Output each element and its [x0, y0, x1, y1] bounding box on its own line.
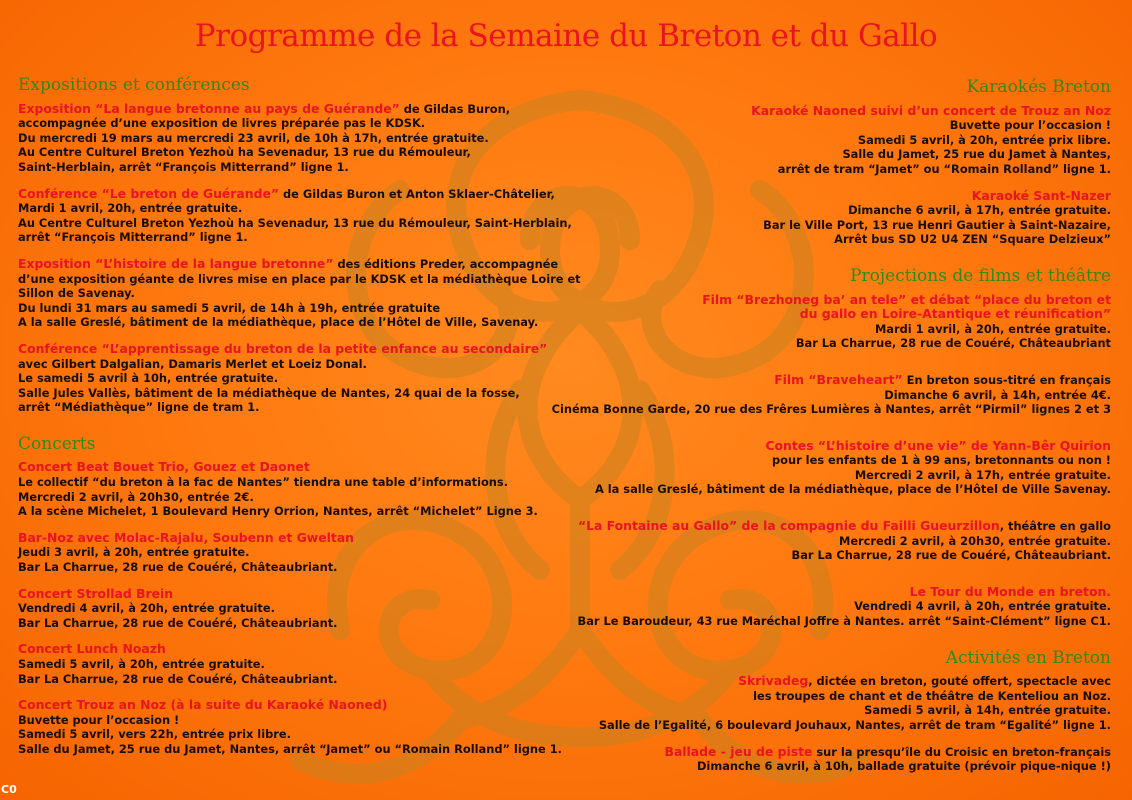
event-title: Le Tour du Monde en breton. [909, 583, 1111, 599]
event-detail: Bar le Ville Port, 13 rue Henri Gautier à Saint-Nazaire, [763, 217, 1111, 232]
event-title: Karaoké Sant-Nazer [971, 187, 1111, 203]
event-detail: Au Centre Culturel Breton Yezhoù ha Sevenadur, 13 rue du Rémouleur, [18, 145, 471, 160]
event-detail: Mardi 1 avril, 20h, entrée gratuite. [18, 201, 243, 216]
event-detail: En breton sous-titré en français [902, 372, 1111, 387]
event-detail: Samedi 5 avril, à 14h, entrée gratuite. [864, 703, 1111, 718]
event-title: Skrivadeg [738, 673, 809, 689]
event-title: Exposition “L’histoire de la langue bretonne” [18, 255, 334, 271]
event-detail: des éditions Preder, accompagnée [333, 256, 559, 271]
event-detail: Du lundi 31 mars au samedi 5 avril, de 14h à 19h, entrée gratuite [18, 300, 441, 315]
event-detail: les troupes de chant et de théâtre de Kenteliou an Noz. [753, 688, 1111, 703]
event-detail: Dimanche 6 avril, à 14h, entrée 4€. [884, 387, 1111, 402]
event-detail: Vendredi 4 avril, à 20h, entrée gratuite. [18, 601, 275, 616]
event-entry [18, 460, 578, 518]
event-detail: Buvette pour l’occasion ! [949, 118, 1111, 133]
event-detail: Buvette pour l’occasion ! [18, 712, 180, 727]
section-heading-films: Projections de films et théâtre [850, 265, 1111, 286]
event-detail: Arrêt bus SD U2 U4 ZEN “Square Delzieux” [834, 232, 1111, 247]
event-detail: Au Centre Culturel Breton Yezhoù ha Sevenadur, 13 rue du Rémouleur, Saint-Herblain, [18, 215, 572, 230]
event-detail: Salle de l’Egalité, 6 boulevard Jouhaux, Nantes, arrêt de tram “Egalité” ligne 1. [598, 718, 1111, 732]
event-title: Concert Trouz an Noz (à la suite du Karaoké Naoned) [18, 697, 388, 713]
event-entry [551, 293, 1111, 351]
event-detail: de Gildas Buron et Anton Sklaer-Châtelier, [279, 186, 555, 201]
event-detail: Mercredi 2 avril, à 17h, entrée gratuite. [854, 467, 1111, 482]
event-detail: arrêt de tram “Jamet” ou “Romain Rolland” ligne 1. [777, 161, 1111, 176]
event-title: Film “Brezhoneg ba’ an tele” et débat “place du breton et [702, 291, 1111, 307]
event-title: Conférence “L’apprentissage du breton de la petite enfance au secondaire” [18, 340, 548, 356]
event-detail: , théâtre en gallo [999, 519, 1111, 534]
event-detail: Bar La Charrue, 28 rue de Couéré, Châteaubriant. [18, 671, 338, 686]
event-entry [18, 531, 578, 575]
event-entry [18, 642, 578, 686]
right-column [551, 77, 1111, 786]
corner-label: C0 [1, 783, 17, 796]
page-title: Programme de la Semaine du Breton et du Gallo [194, 18, 938, 54]
event-detail: Mardi 1 avril, à 20h, entrée gratuite. [874, 321, 1111, 336]
event-entry [18, 187, 578, 245]
event-detail: arrêt “Médiathèque” ligne de tram 1. [18, 400, 260, 415]
event-detail: Jeudi 3 avril, à 20h, entrée gratuite. [18, 545, 250, 560]
event-title: Ballade - jeu de piste [664, 743, 813, 759]
event-title: Concert Beat Bouet Trio, Gouez et Daonet [18, 459, 310, 475]
event-entry [18, 102, 578, 175]
section-heading-karaoke: Karaokés Breton [966, 77, 1111, 97]
event-detail: Bar La Charrue, 28 rue de Couéré, Châteaubriant. [18, 615, 338, 630]
event-title: Conférence “Le breton de Guérande” [18, 185, 280, 201]
event-entry [18, 255, 581, 330]
section-heading-concerts: Concerts [18, 433, 96, 454]
event-detail: arrêt “François Mitterrand” ligne 1. [18, 230, 248, 245]
event-detail: Bar La Charrue, 28 rue de Couéré, Châteaubriant. [791, 548, 1111, 563]
event-detail: Sillon de Savenay. [18, 286, 135, 301]
event-title: Concert Strollad Brein [18, 585, 174, 601]
event-detail: Dimanche 6 avril, à 17h, entrée gratuite. [848, 203, 1111, 218]
event-entry [18, 342, 578, 415]
section-heading-activites: Activités en Breton [945, 647, 1111, 668]
event-entry [18, 587, 578, 631]
event-title: Karaoké Naoned suivi d’un concert de Trouz an Noz [751, 102, 1111, 118]
event-detail: A la salle Greslé, bâtiment de la médiathèque, place de l’Hôtel de Ville, Savenay. [18, 315, 539, 330]
event-detail: accompagnée d’une exposition de livres préparée pas le KDSK. [18, 116, 426, 131]
event-detail: Saint-Herblain, arrêt “François Mitterrand” ligne 1. [18, 159, 349, 174]
event-detail: d’une exposition géante de livres mise en place par le KDSK et la médiathèque Loire et [18, 271, 581, 286]
event-detail: Salle du Jamet, 25 rue du Jamet, Nantes, arrêt “Jamet” ou “Romain Rolland” ligne 1. [18, 741, 562, 756]
event-title: Film “Braveheart” [774, 371, 903, 387]
event-entry [551, 585, 1111, 629]
event-detail: Salle du Jamet, 25 rue du Jamet à Nantes, [842, 147, 1111, 162]
event-detail: Samedi 5 avril, vers 22h, entrée prix libre. [18, 727, 291, 742]
event-entry [551, 439, 1111, 497]
event-detail: Bar Le Baroudeur, 43 rue Maréchal Joffre à Nantes. arrêt “Saint-Clément” ligne C1. [577, 614, 1111, 629]
event-detail: Bar La Charrue, 28 rue de Couéré, Châteaubriant [795, 336, 1111, 351]
event-detail: Le samedi 5 avril à 10h, entrée gratuite. [18, 371, 279, 386]
section-heading-expositions: Expositions et conférences [18, 75, 250, 95]
event-entry [551, 189, 1111, 247]
event-title: du gallo en Loire-Atantique et réunification” [799, 306, 1111, 322]
event-title: Bar-Noz avec Molac-Rajalu, Soubenn et Gweltan [18, 529, 355, 545]
event-detail: Mercredi 2 avril, à 20h30, entrée gratuite. [838, 533, 1111, 548]
event-entry [551, 519, 1111, 563]
event-detail: A la salle Greslé, bâtiment de la médiathèque, place de l’Hôtel de Ville Savenay. [594, 482, 1111, 497]
event-entry [551, 674, 1111, 732]
event-entry [551, 373, 1111, 417]
event-entry [18, 698, 578, 756]
event-detail: Cinéma Bonne Garde, 20 rue des Frêres Lumières à Nantes, arrêt “Pirmil” lignes 2 et 3 [551, 402, 1111, 417]
event-detail: Mercredi 2 avril, à 20h30, entrée 2€. [18, 489, 254, 504]
left-column [18, 75, 581, 769]
event-detail: Samedi 5 avril, à 20h, entrée prix libre. [857, 132, 1111, 147]
event-title: Concert Lunch Noazh [18, 641, 166, 657]
event-detail: Salle Jules Vallès, bâtiment de la médiathèque de Nantes, 24 quai de la fosse, [18, 385, 520, 400]
event-detail: Vendredi 4 avril, à 20h, entrée gratuite. [854, 599, 1111, 614]
event-detail: Bar La Charrue, 28 rue de Couéré, Châteaubriant. [18, 560, 338, 575]
event-detail: Le collectif “du breton à la fac de Nantes” tiendra une table d’informations. [18, 475, 509, 490]
event-detail: Du mercredi 19 mars au mercredi 23 avril, de 10h à 17h, entrée gratuite. [18, 130, 489, 145]
event-detail: Dimanche 6 avril, à 10h, ballade gratuite (prévoir pique-nique !) [696, 759, 1111, 774]
event-detail: pour les enfants de 1 à 99 ans, bretonnants ou non ! [772, 453, 1111, 468]
event-entry [551, 104, 1111, 177]
event-title: Exposition “La langue bretonne au pays de Guérande” [18, 100, 400, 116]
event-detail: A la scène Michelet, 1 Boulevard Henry Orrion, Nantes, arrêt “Michelet” Ligne 3. [18, 504, 538, 519]
event-detail: , dictée en breton, gouté offert, spectacle avec [808, 674, 1111, 689]
event-entry [551, 745, 1111, 774]
event-detail: de Gildas Buron, [399, 101, 511, 116]
event-detail: sur la presqu’île du Croisic en breton-français [812, 744, 1111, 759]
event-title: Contes “L’histoire d’une vie” de Yann-Bêr Quirion [765, 437, 1111, 453]
event-detail: Samedi 5 avril, à 20h, entrée gratuite. [18, 657, 265, 671]
event-title: “La Fontaine au Gallo” de la compagnie du Failli Gueurzillon [577, 518, 1000, 534]
event-detail: avec Gilbert Dalgalian, Damaris Merlet et Loeiz Donal. [18, 356, 367, 371]
